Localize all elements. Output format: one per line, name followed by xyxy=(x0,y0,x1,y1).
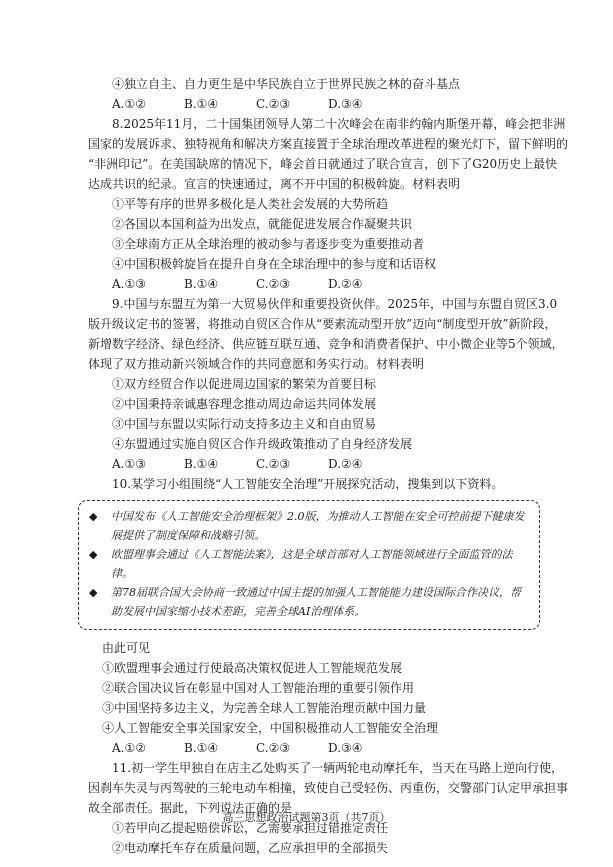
q9-item-1: ①双方经贸合作以促进周边国家的繁荣为首要目标 xyxy=(112,377,377,391)
q9-stem-line: 9.中国与东盟互为第一大贸易伙伴和重要投资伙伴。2025年，中国与东盟自贸区3.0 xyxy=(112,297,558,311)
q8-item-2: ②各国以本国利益为出发点，就能促进发展合作凝聚共识 xyxy=(112,217,413,231)
q8-stem-line: 8.2025年11月，二十国集团领导人第二十次峰会在南非约翰内斯堡开幕，峰会把非洲 xyxy=(112,117,566,131)
q11-stem-line: 因刹车失灵与丙驾驶的三轮电动车相撞，致使自己受轻伤、丙重伤，交警部门认定甲承担事 xyxy=(88,781,569,795)
q9-stem-line: 体现了双方推动新兴领域合作的共同意愿和务实行动。材料表明 xyxy=(88,357,425,371)
option-a[interactable]: A.①③ xyxy=(112,457,146,471)
option-a[interactable]: A.①② xyxy=(112,97,146,111)
page-footer: 高三思想政治试题第3页（共7页） xyxy=(222,811,391,824)
q8-stem-line: 国家的发展诉求、独特视角和解决方案直接置于全球治理改革进程的聚光灯下，留下鲜明的 xyxy=(88,137,569,151)
q10-item-2: ②联合国决议旨在彰显中国对人工智能治理的重要引领作用 xyxy=(102,681,415,695)
q10-stem: 10.某学习小组围绕“人工智能安全治理”开展探究活动，搜集到以下资料。 xyxy=(112,477,504,491)
material-item xyxy=(89,545,529,583)
option-b[interactable]: B.①④ xyxy=(184,741,219,755)
option-b[interactable]: B.①④ xyxy=(184,457,219,471)
q9-item-3: ③中国与东盟以实际行动支持多边主义和自由贸易 xyxy=(112,417,377,431)
q11-stem-line: 故全部责任。据此，下列说法正确的是 xyxy=(88,801,293,815)
exam-page xyxy=(88,74,569,858)
q11-stem-line: 11.初一学生甲独自在店主乙处购买了一辆两轮电动摩托车，当天在马路上逆向行使， xyxy=(112,761,564,775)
option-c[interactable]: C.②③ xyxy=(256,741,291,755)
option-b[interactable]: B.①④ xyxy=(184,97,219,111)
q11-item-2: ②电动摩托车存在质量问题，乙应承担甲的全部损失 xyxy=(112,841,389,855)
q10-item-1: ①欧盟理事会通过行使最高决策权促进人工智能规范发展 xyxy=(102,661,403,675)
q9-stem-line: 版升级议定书的签署，将推动自贸区合作从“要素流动型开放”迈向“制度型开放”新阶段， xyxy=(88,317,557,331)
option-b[interactable]: B.①④ xyxy=(184,277,219,291)
q10-material-box xyxy=(78,500,540,630)
q9-stem-line: 新增数字经济、绿色经济、供应链互联互通、竞争和消费者保护、中小微企业等5个领域， xyxy=(88,337,564,351)
q11-item-1: ①若甲向乙提起赔偿诉讼，乙需要承担过错推定责任 xyxy=(112,821,389,835)
diamond-bullet-icon: ◆ xyxy=(89,510,98,523)
option-c[interactable]: C.②③ xyxy=(256,277,291,291)
q8-item-3: ③全球南方正从全球治理的被动参与者逐步变为重要推动者 xyxy=(112,237,425,251)
q8-stem-line: 达成共识的纪录。宣言的快速通过，离不开中国的积极斡旋。材料表明 xyxy=(88,177,461,191)
q8-options xyxy=(88,274,538,294)
q7-options xyxy=(88,94,538,114)
q10-conclusion-lead: 由此可见 xyxy=(102,641,151,655)
q10-options xyxy=(88,738,538,758)
material-text: 中国发布《人工智能安全治理框架》2.0版，为推动人工智能在安全可控前提下健康发展提供了制度保障和战略引领。 xyxy=(111,510,525,542)
material-text: 第78届联合国大会协商一致通过中国主提的加强人工智能能力建设国际合作决议，帮助发展中国家缩小技术差距，完善全球AI治理体系。 xyxy=(111,586,521,618)
material-item xyxy=(89,583,529,621)
option-a[interactable]: A.①③ xyxy=(112,277,146,291)
option-d[interactable]: D.③④ xyxy=(328,741,363,755)
q8-stem-line: “非洲印记”。在美国缺席的情况下，峰会首日就通过了联合宣言，创下了G20历史上最快 xyxy=(88,157,558,171)
q9-options xyxy=(88,454,538,474)
diamond-bullet-icon: ◆ xyxy=(89,548,98,561)
q10-item-3: ③中国坚持多边主义，为完善全球人工智能治理贡献中国力量 xyxy=(102,701,427,715)
option-c[interactable]: C.②③ xyxy=(256,457,291,471)
q9-item-2: ②中国秉持亲诚惠容理念推动周边命运共同体发展 xyxy=(112,397,377,411)
q8-item-4: ④中国积极斡旋旨在提升自身在全球治理中的参与度和话语权 xyxy=(112,257,437,271)
q8-item-1: ①平等有序的世界多极化是人类社会发展的大势所趋 xyxy=(112,197,389,211)
option-a[interactable]: A.①② xyxy=(112,741,146,755)
q10-item-4: ④人工智能安全事关国家安全，中国积极推动人工智能安全治理 xyxy=(102,721,439,735)
option-d[interactable]: D.②④ xyxy=(328,277,363,291)
material-item xyxy=(89,507,529,545)
q7-item-4: ④独立自主、自力更生是中华民族自立于世界民族之林的奋斗基点 xyxy=(112,77,461,91)
option-d[interactable]: D.②④ xyxy=(328,457,363,471)
option-d[interactable]: D.③④ xyxy=(328,97,363,111)
material-text: 欧盟理事会通过《人工智能法案》，这是全球首部对人工智能领域进行全面监管的法律。 xyxy=(111,548,513,580)
q9-item-4: ④东盟通过实施自贸区合作升级政策推动了自身经济发展 xyxy=(112,437,413,451)
option-c[interactable]: C.②③ xyxy=(256,97,291,111)
diamond-bullet-icon: ◆ xyxy=(89,586,98,599)
